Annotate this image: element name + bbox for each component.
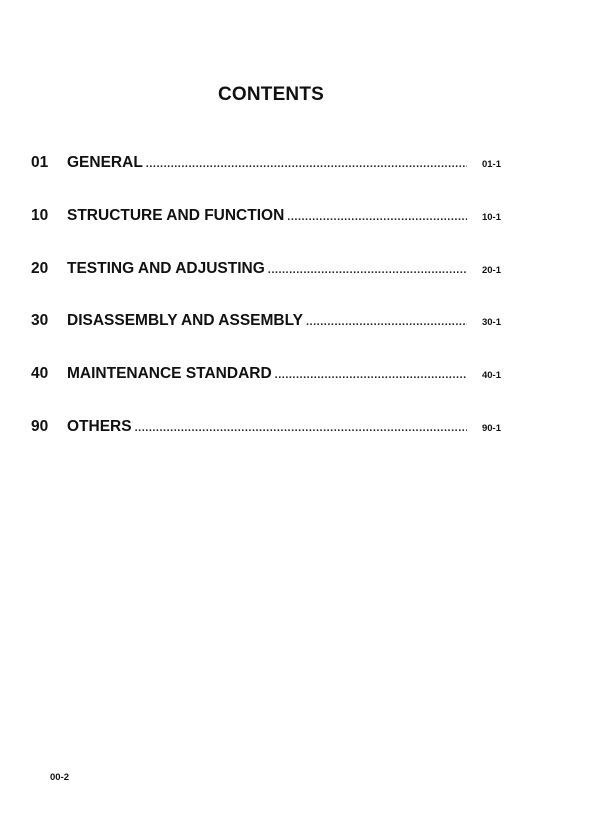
toc-row-structure-and-function[interactable] [31, 207, 501, 260]
section-page: 30-1 [481, 317, 501, 329]
section-title: MAINTENANCE STANDARD [67, 365, 272, 383]
page-title: CONTENTS [217, 84, 325, 105]
section-title: DISASSEMBLY AND ASSEMBLY [67, 312, 303, 330]
section-title: STRUCTURE AND FUNCTION [67, 206, 285, 224]
dot-leader [275, 369, 467, 381]
dot-leader [306, 316, 467, 328]
toc-row-testing-and-adjusting[interactable] [31, 260, 501, 313]
dot-leader [268, 264, 467, 276]
section-title: GENERAL [67, 154, 143, 171]
section-number: 30 [31, 312, 49, 330]
section-page: 01-1 [481, 159, 501, 170]
table-of-contents [31, 154, 501, 471]
toc-row-maintenance-standard[interactable] [31, 365, 501, 418]
section-number: 20 [31, 259, 49, 277]
section-page: 10-1 [481, 211, 501, 223]
section-title: TESTING AND ADJUSTING [67, 259, 265, 277]
page-number-footer: 00-2 [50, 772, 70, 783]
toc-row-general[interactable] [31, 154, 501, 207]
section-number: 90 [31, 417, 49, 435]
section-page: 40-1 [481, 370, 501, 382]
section-page: 20-1 [481, 264, 501, 276]
section-number: 01 [31, 154, 49, 171]
toc-row-others[interactable] [31, 418, 501, 471]
dot-leader [287, 211, 467, 223]
dot-leader [135, 422, 467, 434]
section-number: 10 [31, 206, 49, 224]
section-number: 40 [31, 365, 49, 383]
section-title: OTHERS [67, 417, 132, 435]
dot-leader [146, 158, 467, 170]
section-page: 90-1 [481, 422, 501, 434]
toc-row-disassembly-and-assembly[interactable] [31, 312, 501, 365]
